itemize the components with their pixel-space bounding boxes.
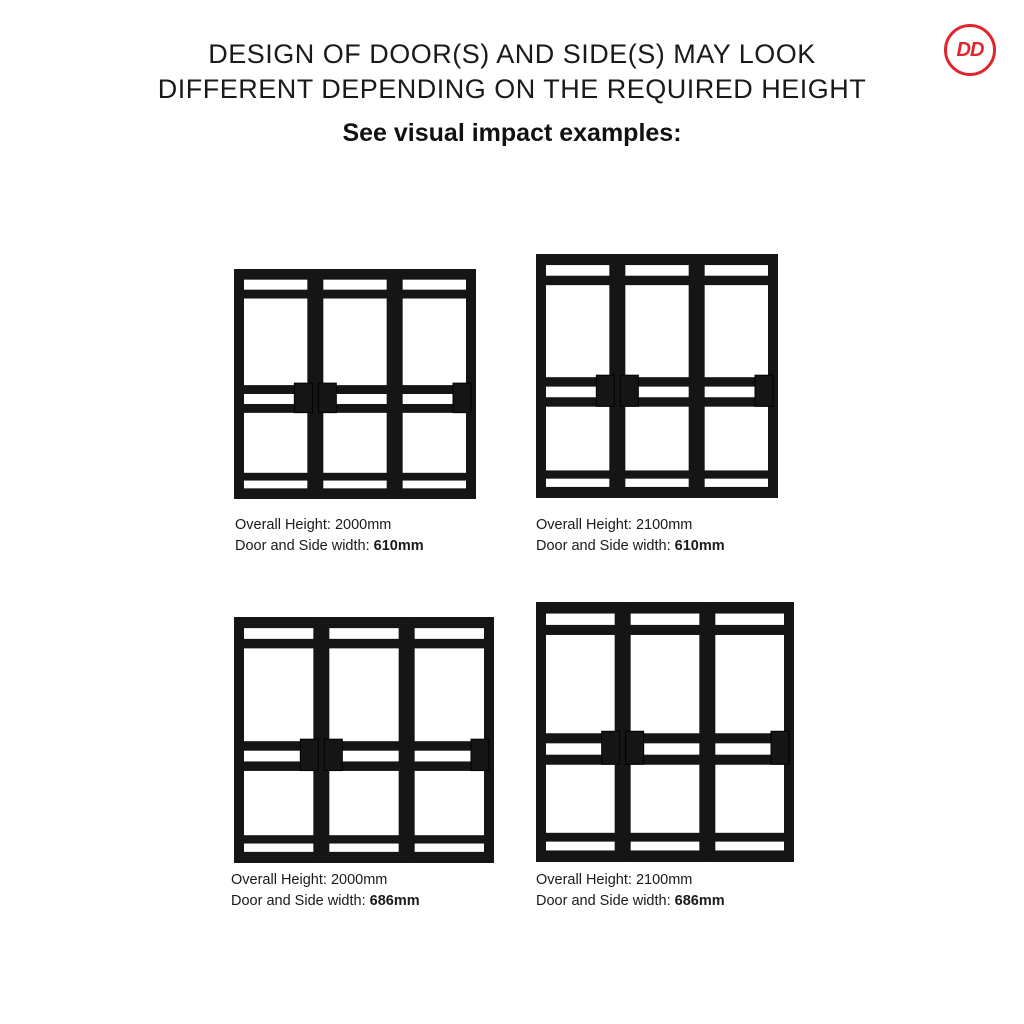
glass-pane (415, 648, 484, 741)
glass-pane (403, 481, 466, 489)
glass-pane (631, 842, 700, 851)
overall-height-label: Overall Height: (231, 872, 327, 888)
overall-height-label: Overall Height: (235, 517, 331, 533)
glass-pane (415, 628, 484, 639)
overall-height-line (231, 870, 420, 891)
door-handle-block (626, 731, 644, 764)
door-handle-block (294, 383, 312, 413)
glass-pane (244, 628, 313, 639)
glass-pane (715, 614, 784, 625)
glass-pane (625, 407, 688, 471)
glass-pane (546, 765, 615, 833)
glass-pane (329, 648, 398, 741)
door-handle-block (324, 739, 342, 770)
heading-line-1: DESIGN OF DOOR(S) AND SIDE(S) MAY LOOK (208, 39, 816, 69)
overall-height-line (235, 515, 424, 536)
door-example-4 (536, 602, 794, 862)
door-example-2 (536, 254, 778, 498)
width-line (235, 536, 424, 557)
width-line (536, 536, 725, 557)
glass-pane (715, 842, 784, 851)
overall-height-label: Overall Height: (536, 517, 632, 533)
glass-pane (244, 771, 313, 835)
glass-pane (625, 285, 688, 377)
overall-height-value: 2000mm (330, 872, 388, 888)
overall-height-value: 2000mm (334, 517, 392, 533)
glass-pane (546, 265, 609, 276)
glass-pane (705, 265, 768, 276)
overall-height-line (536, 515, 725, 536)
glass-pane (244, 413, 307, 473)
width-value: 610mm (373, 538, 424, 554)
glass-pane (546, 407, 609, 471)
glass-pane (323, 280, 386, 290)
glass-pane (546, 285, 609, 377)
glass-pane (323, 299, 386, 386)
glass-pane (625, 265, 688, 276)
overall-height-value: 2100mm (635, 517, 693, 533)
glass-pane (329, 844, 398, 852)
glass-pane (244, 648, 313, 741)
glass-pane (415, 844, 484, 852)
door-handle-block (755, 375, 773, 406)
door-handle-block (602, 731, 620, 764)
caption-example-2 (536, 515, 725, 557)
width-value: 686mm (674, 893, 725, 909)
caption-example-3 (231, 870, 420, 912)
door-handle-block (771, 731, 789, 764)
door-example-3 (234, 617, 494, 863)
overall-height-label: Overall Height: (536, 872, 632, 888)
dd-logo-icon (944, 24, 996, 76)
glass-pane (625, 479, 688, 487)
glass-pane (323, 481, 386, 489)
door-handle-block (620, 375, 638, 406)
glass-pane (403, 413, 466, 473)
glass-pane (329, 771, 398, 835)
door-handle-block (453, 383, 471, 413)
heading-line-2: DIFFERENT DEPENDING ON THE REQUIRED HEIGHT (157, 74, 867, 104)
width-line (231, 891, 420, 912)
glass-pane (546, 614, 615, 625)
caption-example-4 (536, 870, 725, 912)
glass-pane (403, 280, 466, 290)
glass-pane (715, 635, 784, 733)
glass-pane (244, 299, 307, 386)
door-handle-block (300, 739, 318, 770)
overall-height-line (536, 870, 725, 891)
glass-pane (705, 407, 768, 471)
subtitle: See visual impact examples: (342, 119, 682, 147)
glass-pane (546, 479, 609, 487)
width-line (536, 891, 725, 912)
glass-pane (705, 479, 768, 487)
glass-pane (329, 628, 398, 639)
width-label: Door and Side width: (231, 893, 366, 909)
glass-pane (546, 842, 615, 851)
door-example-1 (234, 269, 476, 499)
glass-pane (244, 844, 313, 852)
width-value: 610mm (674, 538, 725, 554)
overall-height-value: 2100mm (635, 872, 693, 888)
door-handle-block (596, 375, 614, 406)
logo-text: DD (956, 38, 984, 61)
glass-pane (415, 771, 484, 835)
glass-pane (631, 765, 700, 833)
glass-pane (631, 635, 700, 733)
caption-example-1 (235, 515, 424, 557)
width-label: Door and Side width: (536, 538, 671, 554)
width-value: 686mm (369, 893, 420, 909)
glass-pane (244, 280, 307, 290)
glass-pane (546, 635, 615, 733)
glass-pane (244, 481, 307, 489)
glass-pane (705, 285, 768, 377)
glass-pane (631, 614, 700, 625)
width-label: Door and Side width: (536, 893, 671, 909)
width-label: Door and Side width: (235, 538, 370, 554)
glass-pane (323, 413, 386, 473)
glass-pane (715, 765, 784, 833)
door-handle-block (471, 739, 489, 770)
door-handle-block (318, 383, 336, 413)
glass-pane (403, 299, 466, 386)
